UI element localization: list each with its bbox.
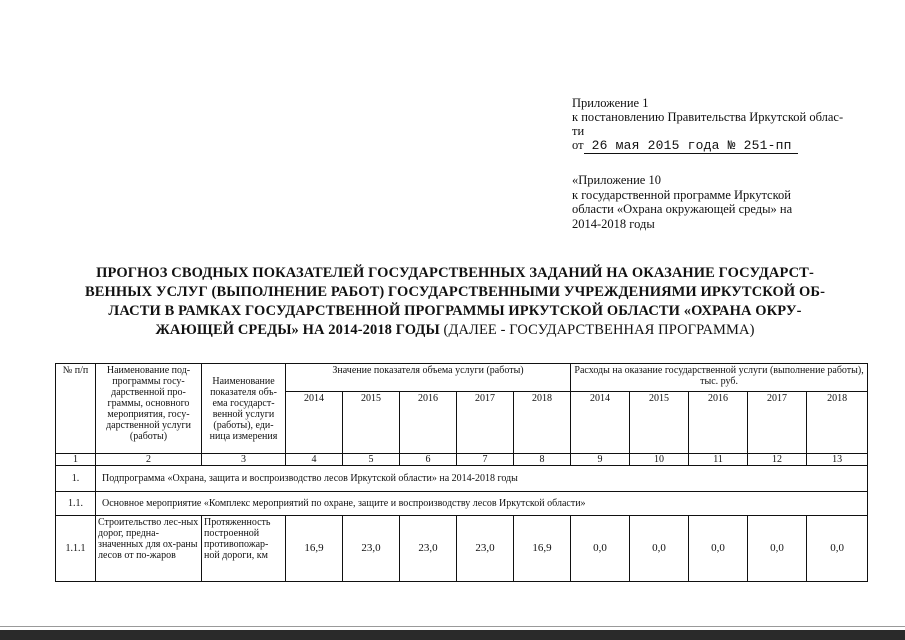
column-number: 6 xyxy=(400,454,457,466)
indicators-table xyxy=(55,363,868,582)
header-expense-year: 2016 xyxy=(689,392,748,454)
appendix-1-decree-line-cont: ти xyxy=(572,124,585,138)
header-expense-year: 2015 xyxy=(630,392,689,454)
title-line-2: ВЕННЫХ УСЛУГ (ВЫПОЛНЕНИЕ РАБОТ) ГОСУДАРСТВЕННЫМИ УЧРЕЖДЕНИЯМИ ИРКУТСКОЙ ОБ- xyxy=(84,284,826,300)
header-volume-year: 2018 xyxy=(514,392,571,454)
expense-value: 0,0 xyxy=(571,516,630,582)
header-expense-year: 2017 xyxy=(748,392,807,454)
appendix-1-block xyxy=(572,96,872,153)
row-num: 1. xyxy=(56,466,96,492)
appendix-10-label: «Приложение 10 xyxy=(572,173,661,187)
table-row-service xyxy=(56,516,868,582)
volume-value: 16,9 xyxy=(286,516,343,582)
title-line-4-normal: (ДАЛЕЕ - ГОСУДАРСТВЕННАЯ ПРОГРАММА) xyxy=(439,322,755,338)
appendix-1-decree-line: к постановлению Правительства Иркутской облас- xyxy=(572,110,844,124)
header-volume-year: 2015 xyxy=(343,392,400,454)
column-number: 13 xyxy=(807,454,868,466)
row-main-measure-title: Основное мероприятие «Комплекс мероприятий по охране, защите и воспроизводству лесов Иркутской области» xyxy=(96,492,868,516)
header-volume-group: Значение показателя объема услуги (работы) xyxy=(286,364,571,392)
column-number: 4 xyxy=(286,454,343,466)
expense-value: 0,0 xyxy=(630,516,689,582)
volume-value: 23,0 xyxy=(457,516,514,582)
column-number: 7 xyxy=(457,454,514,466)
decree-prefix: от xyxy=(572,138,584,152)
header-indicator: Наименование показателя объ-ема государст-венной услуги (работы), еди-ница измерения xyxy=(202,364,286,454)
column-number: 2 xyxy=(96,454,202,466)
column-number: 9 xyxy=(571,454,630,466)
column-number: 11 xyxy=(689,454,748,466)
column-number: 3 xyxy=(202,454,286,466)
row-service-indicator: Протяженность построенной противопожар-ной дороги, км xyxy=(202,516,286,582)
header-volume-year: 2016 xyxy=(400,392,457,454)
column-number: 5 xyxy=(343,454,400,466)
column-numbers-row xyxy=(56,454,868,466)
header-expense-year: 2018 xyxy=(807,392,868,454)
expense-value: 0,0 xyxy=(689,516,748,582)
column-number: 8 xyxy=(514,454,571,466)
document-title xyxy=(70,264,840,340)
volume-value: 23,0 xyxy=(343,516,400,582)
appendix-1-label: Приложение 1 xyxy=(572,96,649,110)
header-expense-year: 2014 xyxy=(571,392,630,454)
appendix-10-block xyxy=(572,173,872,231)
header-name: Наименование под-программы госу-дарственной про-граммы, основного мероприятия, госу-дарственной услуги (работы) xyxy=(96,364,202,454)
volume-value: 16,9 xyxy=(514,516,571,582)
decree-date-number: 26 мая 2015 года № 251-пп xyxy=(584,138,798,154)
title-line-4 xyxy=(70,321,840,340)
expense-value: 0,0 xyxy=(807,516,868,582)
scan-line xyxy=(0,626,905,627)
table-row-main-measure xyxy=(56,492,868,516)
header-volume-year: 2017 xyxy=(457,392,514,454)
appendix-10-line-4: 2014-2018 годы xyxy=(572,216,655,231)
table-row-subprogram xyxy=(56,466,868,492)
header-num: № п/п xyxy=(56,364,96,454)
column-number: 10 xyxy=(630,454,689,466)
row-service-name: Строительство лес-ных дорог, предна-значенных для ох-раны лесов от по-жаров xyxy=(96,516,202,582)
row-num: 1.1. xyxy=(56,492,96,516)
column-number: 1 xyxy=(56,454,96,466)
row-subprogram-title: Подпрограмма «Охрана, защита и воспроизводство лесов Иркутской области» на 2014-2018 годы xyxy=(96,466,868,492)
appendix-10-line-3: области «Охрана окружающей среды» на xyxy=(572,202,793,216)
row-num: 1.1.1 xyxy=(56,516,96,582)
title-line-1: ПРОГНОЗ СВОДНЫХ ПОКАЗАТЕЛЕЙ ГОСУДАРСТВЕННЫХ ЗАДАНИЙ НА ОКАЗАНИЕ ГОСУДАРСТ- xyxy=(96,265,814,281)
title-line-3: ЛАСТИ В РАМКАХ ГОСУДАРСТВЕННОЙ ПРОГРАММЫ ИРКУТСКОЙ ОБЛАСТИ «ОХРАНА ОКРУ- xyxy=(108,303,802,319)
header-volume-year: 2014 xyxy=(286,392,343,454)
column-number: 12 xyxy=(748,454,807,466)
decree-date-line xyxy=(572,138,872,153)
title-line-4-bold: ЖАЮЩЕЙ СРЕДЫ» НА 2014-2018 ГОДЫ xyxy=(155,322,440,338)
expense-value: 0,0 xyxy=(748,516,807,582)
scan-edge xyxy=(0,630,905,640)
volume-value: 23,0 xyxy=(400,516,457,582)
header-expense-group: Расходы на оказание государственной услуги (выполнение работы), тыс. руб. xyxy=(571,364,868,392)
appendix-10-line-2: к государственной программе Иркутской xyxy=(572,187,791,202)
